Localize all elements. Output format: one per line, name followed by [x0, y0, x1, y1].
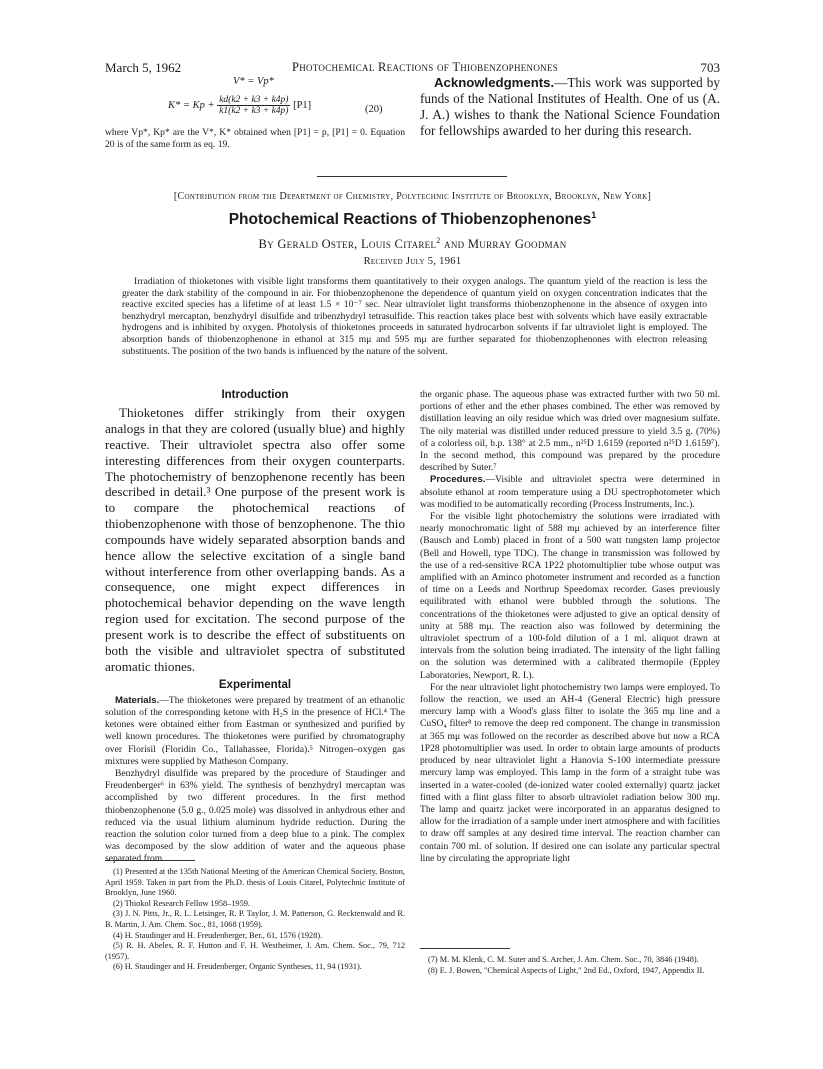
- where-paragraph: where Vp*, Kp* are the V*, K* obtained when [P1] = p, [P1] = 0. Equation 20 is of the same form as eq. 19.: [105, 127, 405, 150]
- equation-bracket: [P1]: [293, 99, 312, 111]
- running-title: Photochemical Reactions of Thiobenzophenones: [291, 60, 559, 74]
- procedures-text: —Visible and ultraviolet spectra were determined in absolute ethanol at room temperature using a DU spectrophotometer which was modified to be automatically recording (Process Instruments, Inc.).: [420, 474, 720, 510]
- materials-text: —The thioketones were prepared by treatment of an ethanolic solution of the corresponding ketone with H₂S in the presence of HCl.⁴ The ketones were obtained either from Eastman or synthesized and purified by well known procedures. The thioketones were purified by chromatography over Florisil (Floridin Co., Tallahassee, Florida).⁵ Nitrogen–oxygen gas mixtures were supplied by Matheson Company.: [105, 694, 405, 767]
- near-uv-paragraph: For the near ultraviolet light photochemistry two lamps were employed. To follow the reaction, we used an AH-4 (General Electric) high pressure mercury lamp with a Wood's glass filter to isolate the 365 mμ line and a CuSO₄ filter⁸ to remove the deep red component. The change in transmission at 365 mμ was followed on the recorder as described above but now a RCA 1P28 photomultiplier was used. In order to obtain large amounts of products produced by near ultraviolet light a Hanovia S-100 intermediate pressure mercury lamp was employed. This lamp in the form of a straight tube was inserted in a water-cooled (de-ionized water cooled externally) quartz jacket fitted with a flint glass filter to absorb ultraviolet radiation below 300 mμ. The lamp and quartz jacket were incorporated in an apparatus designed to allow for the irradiation of a sample under inert atmosphere and with facilities to draw off samples at any desired time interval. The reaction chamber can contain 700 ml. of solution. If desired one can isolate any particular spectral line by circulating the appropriate light: [420, 681, 720, 864]
- equation-20: [168, 95, 311, 116]
- procedures-paragraph: [420, 474, 720, 511]
- footnote: (1) Presented at the 135th National Meeting of the American Chemical Society, Boston, April 1959. Taken in part from the Ph.D. thesis of Louis Citarel, Polytechnic Institute of Brooklyn, June 1960.: [105, 867, 405, 898]
- abstract: [122, 276, 707, 357]
- experimental-heading: Experimental: [218, 678, 292, 691]
- equation-line-1: V* = Vp*: [233, 76, 274, 87]
- equation-denominator: k1(k2 + k3 + k4p): [219, 106, 289, 116]
- byline-by: By: [258, 237, 274, 252]
- left-column: [105, 389, 405, 866]
- acknowledgments-text: —This work was supported by funds of the National Institutes of Health. One of us (A. J. A.) wishes to thank the National Science Foundation for fellowships awarded to her during this research.: [420, 75, 720, 138]
- footnote: (3) J. N. Pitts, Jr., R. L. Letsinger, R. P. Taylor, J. M. Patterson, G. Recktenwald and R. B. Martin, J. Am. Chem. Soc., 81, 1068 (1959).: [105, 909, 405, 929]
- footnote: (8) E. J. Bowen, "Chemical Aspects of Light," 2nd Ed., Oxford, 1947, Appendix II.: [428, 965, 705, 975]
- footnote: (4) H. Staudinger and H. Freudenberger, Ber., 61, 1576 (1928).: [113, 930, 323, 940]
- right-column: [420, 389, 720, 865]
- article-title-footnote: 1: [591, 210, 597, 220]
- article-title-block: [105, 210, 720, 229]
- footnote-rule-left: [105, 860, 195, 861]
- footnotes-left: [105, 867, 405, 973]
- acknowledgments: [420, 75, 720, 139]
- equation-numerator: kd(k2 + k3 + k4p): [219, 95, 289, 105]
- footnote: (2) Thiokol Research Fellow 1958–1959.: [113, 898, 250, 908]
- page-number: 703: [700, 60, 720, 75]
- materials-paragraph: [105, 695, 405, 768]
- abstract-text: Irradiation of thioketones with visible light transforms them quantitatively to their oxygen analogs. The quantum yield of the reaction is less the greater the dark stability of the compound in air. For thiobenzophenone the dependence of quantum yield on oxygen concentration indicates that the reactive excited species has a lifetime of at least 1.5 × 10⁻⁷ sec. Near ultraviolet light transforms thiobenzophenone in the absence of oxygen into benzhydryl mercaptan, benzhydryl disulfide and tribenzhydryl tetrasulfide. This reaction takes place best with solvents which have easily extractable hydrogens and is inhibited by oxygen. Photolysis of thioketones proceeds in saturated hydrocarbon solvents if far ultraviolet light is employed. The absorption bands of thiobenzophenone in ethanol at 315 mμ and 595 mμ are further separated for thiobenzophenones with electron releasing substituents. The position of the two bands is influenced by the nature of the solvent.: [122, 276, 707, 357]
- introduction-paragraph: Thioketones differ strikingly from their oxygen analogs in that they are colored (usually blue) and highly reactive. Their ultraviolet spectra also offer some interesting differences from their oxygen counterparts. The photochemistry of benzophenone recently has been described in detail.³ One purpose of the present work is to compare the photochemical reactions of thiobenzophenone with those of benzophenone. The thio compounds have widely separated absorption bands and hence allow the selective excitation of a single band without interference from other overlapping bands. As a consequence, one might expect differences in photochemical behavior depending on the wave length region used for excitation. The second purpose of the present work is to describe the effect of substituents on both the visible and ultraviolet spectra of substituted aromatic thiones.: [105, 405, 405, 674]
- section-divider: [317, 176, 507, 177]
- header-date: March 5, 1962: [105, 60, 182, 75]
- materials-heading: Materials.: [115, 694, 160, 706]
- introduction-body: [105, 405, 405, 674]
- benzhydryl-paragraph: Benzhydryl disulfide was prepared by the procedure of Staudinger and Freudenberger⁶ in 63% yield. The synthesis of benzhydryl mercaptan was accomplished by two different procedures. In the first method thiobenzophenone (5.0 g., 0.025 mole) was dissolved in anhydrous ether and reduced via the usual lithium aluminum hydride reduction. During the reaction the solution color turned from a deep blue to a pink. The complex was decomposed by the slow addition of water and the aqueous phase separated from: [105, 767, 405, 865]
- equation-fraction: [217, 95, 290, 116]
- procedures-heading: Procedures.: [430, 474, 486, 486]
- received-date: Received July 5, 1961: [363, 256, 462, 267]
- equation-where-text: [105, 127, 405, 150]
- acknowledgments-heading: Acknowledgments.: [434, 75, 555, 90]
- visible-light-paragraph: For the visible light photochemistry the solutions were irradiated with nearly monochromatic light of 588 mμ achieved by an interference filter (Bausch and Lomb) placed in front of a 500 watt tungsten lamp projector (Bell and Howell, type TDC). The change in transmission was followed by the use of a red-sensitive RCA 1P22 photomultiplier tube whose output was amplified with an Aminco photometer instrument and recorded as a function of time on a Leeds and Northrup Speedomax recorder. Gases previously equilibrated with ethanol were bubbled through the solutions. The concentrations of the thioketones were adjusted to give an optical density of unity at 588 mμ. The reaction also was followed by determining the ultraviolet spectrum of a 100-fold dilution of a 1 ml. aliquot drawn at intervals from the solution being irradiated. The intensity of the light falling on the solution was determined with a calibrated thermopile (Eppley Laboratories, Newport, R. I.).: [420, 511, 720, 681]
- footnotes-right: [420, 955, 720, 976]
- byline-and: and: [444, 237, 465, 252]
- author-2: Louis Citarel: [361, 237, 437, 252]
- footnote: (6) H. Staudinger and H. Freudenberger, Organic Syntheses, 11, 94 (1931).: [113, 962, 362, 972]
- continuation-paragraph: the organic phase. The aqueous phase was extracted further with two 50 ml. portions of ether and the ether phases combined. The ether was removed by distillation leaving an oily residue which was dried over magnesium sulfate. The oily material was distilled under reduced pressure to yield 3.5 g. (70%) of a colorless oil, b.p. 138° at 2.5 mm., n²⁵D 1.6159 (reported n²⁵D 1.6159⁷). In the second method, this compound was prepared by the procedure described by Suter.⁷: [420, 389, 720, 474]
- introduction-heading: Introduction: [221, 389, 289, 401]
- author-1: Gerald Oster,: [277, 237, 358, 252]
- equation-lhs: K* = Kp +: [168, 99, 215, 111]
- byline: [105, 236, 720, 252]
- article-title: Photochemical Reactions of Thiobenzophenones: [228, 211, 592, 229]
- footnote: (5) R. H. Abeles, R. F. Hutton and F. H. Westheimer, J. Am. Chem. Soc., 79, 712 (1957).: [105, 941, 405, 961]
- contribution-line: [Contribution from the Department of Chemistry, Polytechnic Institute of Brooklyn, Brooklyn, New York]: [173, 191, 652, 202]
- footnote: (7) M. M. Klenk, C. M. Suter and S. Archer, J. Am. Chem. Soc., 70, 3846 (1948).: [428, 955, 699, 964]
- footnote-rule-right: [420, 948, 510, 949]
- equation-number: (20): [365, 104, 383, 115]
- author-2-footnote: 2: [436, 236, 441, 245]
- author-3: Murray Goodman: [467, 237, 567, 252]
